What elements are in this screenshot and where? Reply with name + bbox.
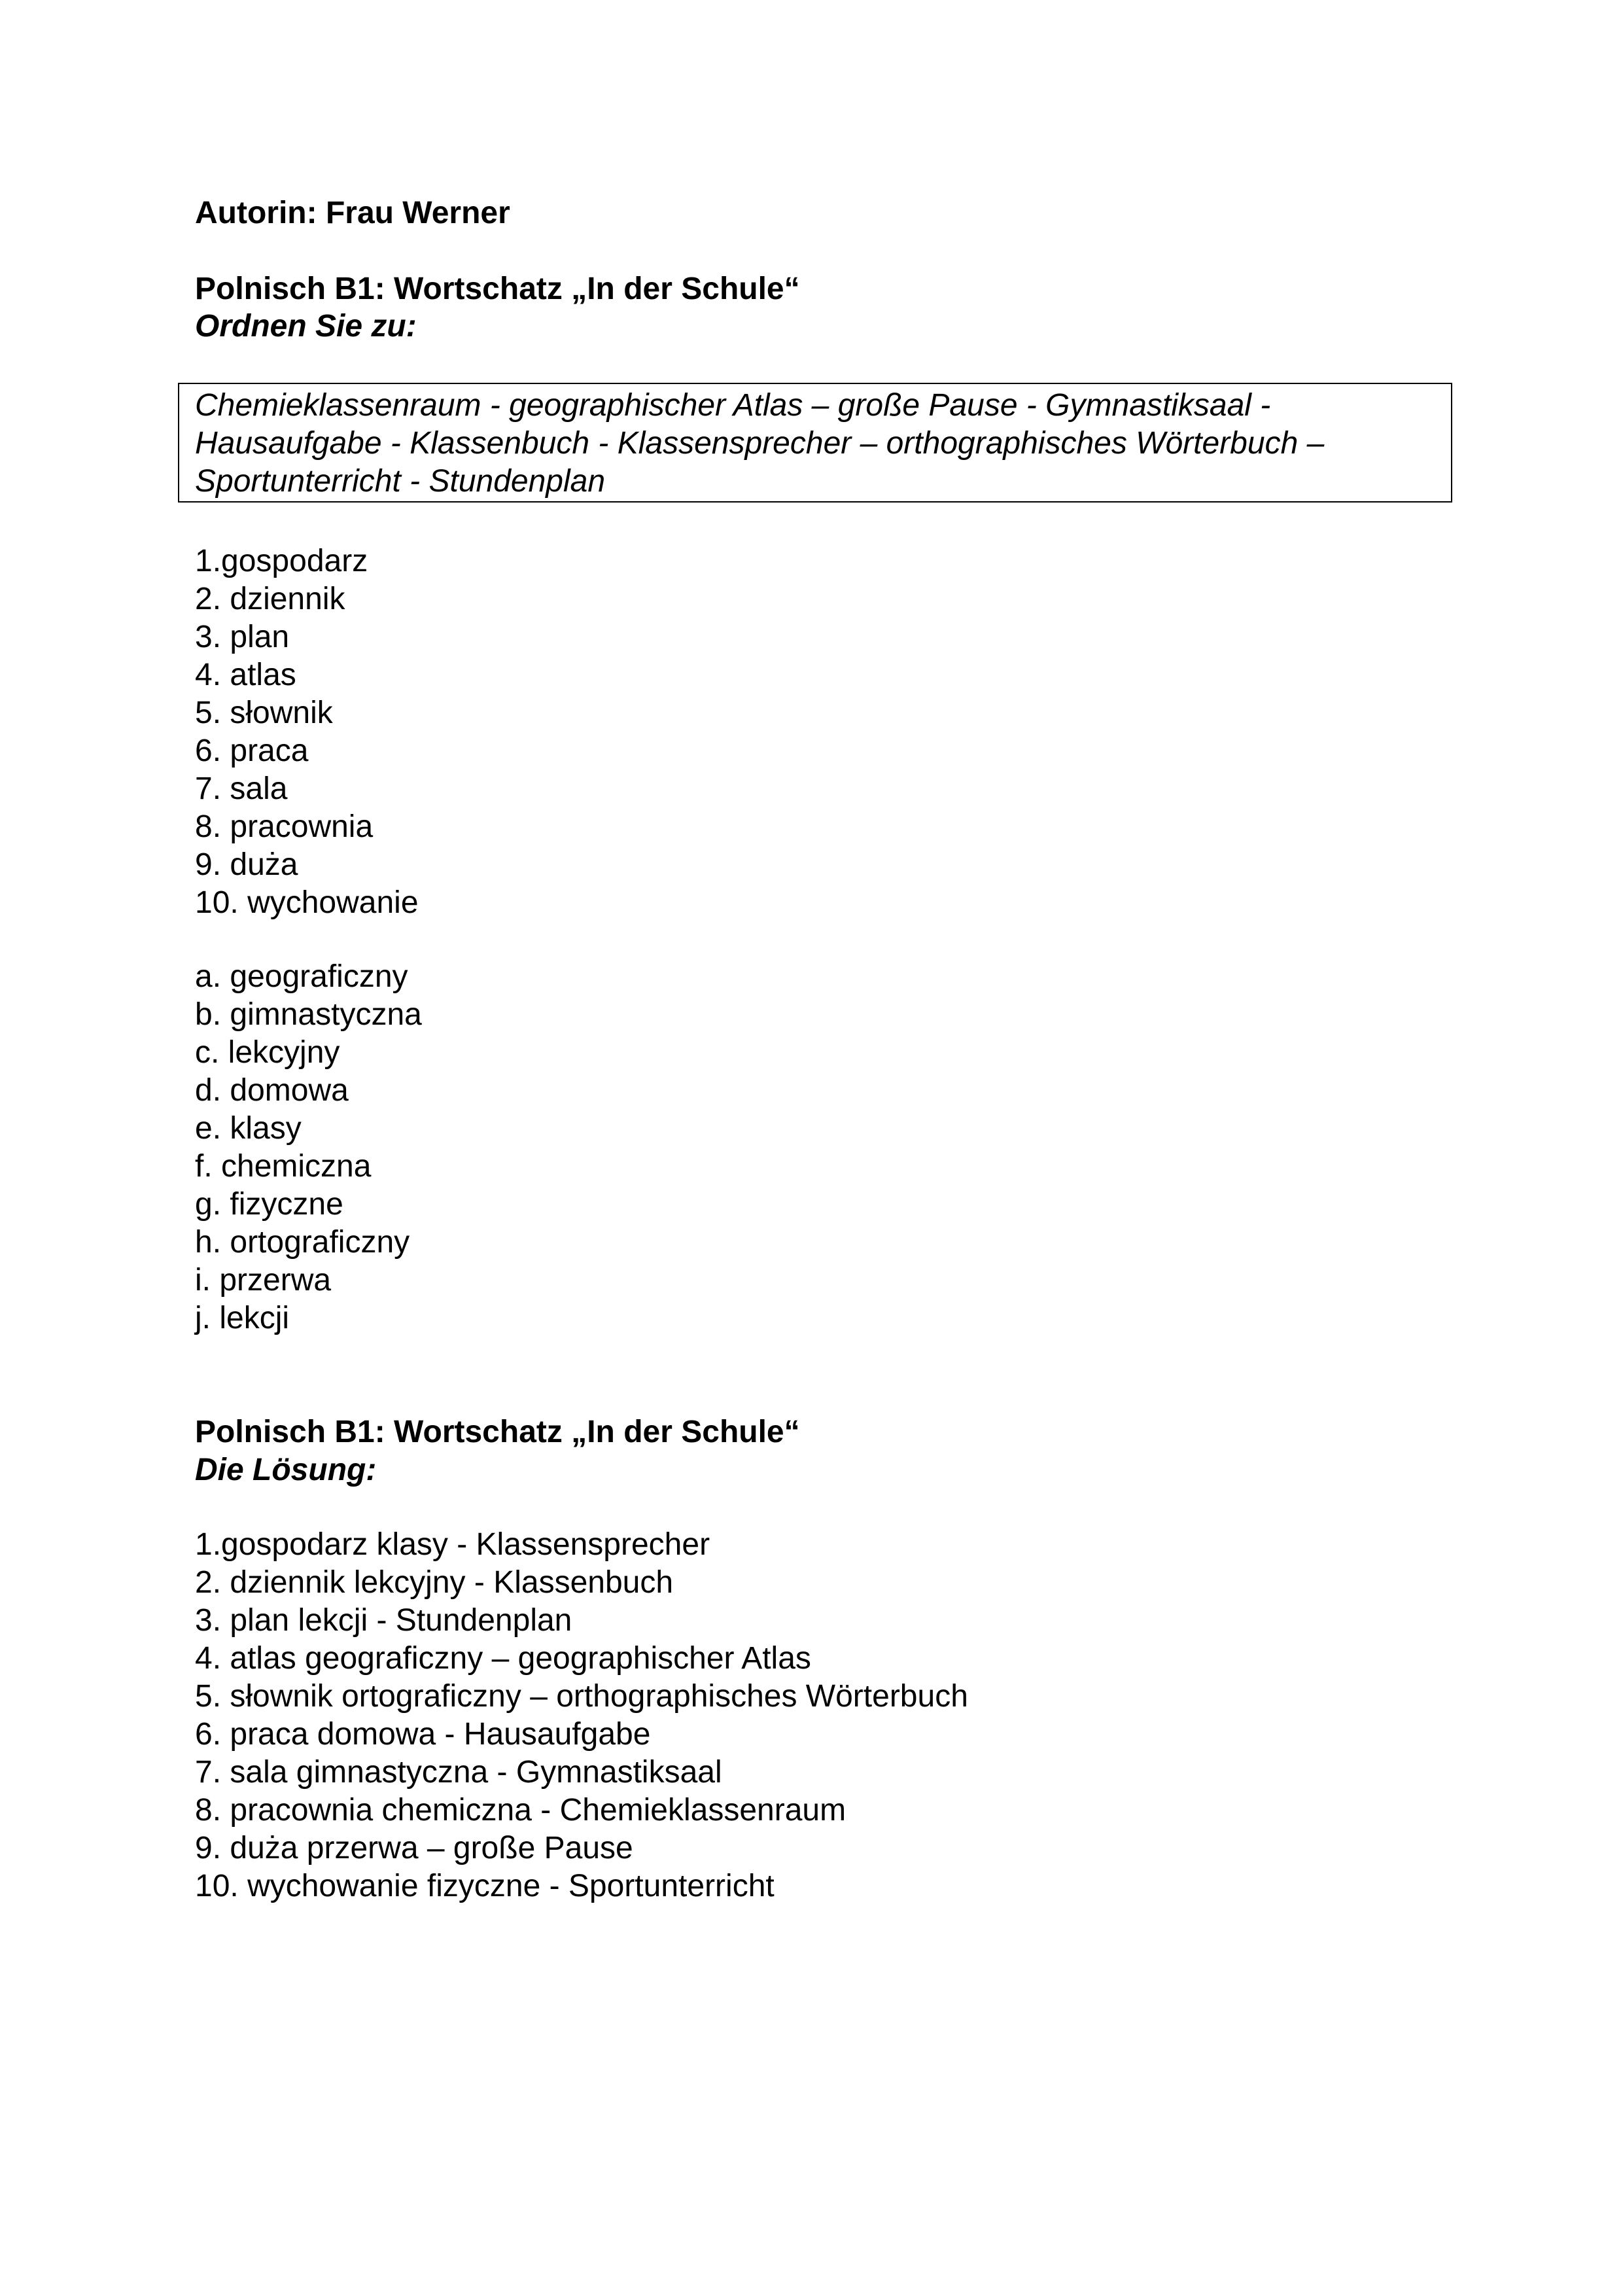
list-item: 8. pracownia bbox=[195, 809, 374, 844]
list-item: 1.gospodarz bbox=[195, 544, 368, 578]
solution-item: 3. plan lekcji - Stundenplan bbox=[195, 1603, 572, 1638]
numbered-word-list bbox=[195, 542, 419, 922]
list-item: c. lekcyjny bbox=[195, 1035, 340, 1070]
exercise-task-instruction: Ordnen Sie zu: bbox=[195, 309, 417, 344]
solution-label: Die Lösung: bbox=[195, 1453, 377, 1487]
exercise-heading: Polnisch B1: Wortschatz „In der Schule“ bbox=[195, 272, 800, 306]
solution-item: 1.gospodarz klasy - Klassensprecher bbox=[195, 1527, 710, 1562]
list-item: 3. plan bbox=[195, 620, 290, 654]
solution-item: 2. dziennik lekcyjny - Klassenbuch bbox=[195, 1565, 674, 1600]
word-bank-line: Sportunterricht - Stundenplan bbox=[195, 464, 606, 499]
solution-heading: Polnisch B1: Wortschatz „In der Schule“ bbox=[195, 1415, 800, 1449]
author-line: Autorin: Frau Werner bbox=[195, 196, 510, 230]
solution-item: 4. atlas geograficzny – geographischer Atlas bbox=[195, 1641, 811, 1676]
list-item: i. przerwa bbox=[195, 1263, 332, 1298]
lettered-word-list bbox=[195, 958, 422, 1337]
list-item: a. geograficzny bbox=[195, 959, 408, 994]
list-item: 2. dziennik bbox=[195, 582, 345, 616]
word-bank-box bbox=[178, 383, 1452, 503]
list-item: b. gimnastyczna bbox=[195, 997, 422, 1032]
solution-item: 5. słownik ortograficzny – orthographisches Wörterbuch bbox=[195, 1679, 968, 1714]
list-item: g. fizyczne bbox=[195, 1187, 343, 1222]
list-item: 5. słownik bbox=[195, 696, 333, 730]
list-item: 4. atlas bbox=[195, 658, 296, 692]
solution-item: 7. sala gimnastyczna - Gymnastiksaal bbox=[195, 1755, 722, 1790]
solution-item: 8. pracownia chemiczna - Chemieklassenraum bbox=[195, 1793, 846, 1828]
list-item: d. domowa bbox=[195, 1073, 349, 1108]
list-item: j. lekcji bbox=[195, 1301, 290, 1335]
solution-list bbox=[195, 1526, 968, 1905]
list-item: e. klasy bbox=[195, 1111, 302, 1146]
list-item: 10. wychowanie bbox=[195, 885, 419, 920]
solution-item: 10. wychowanie fizyczne - Sportunterricht bbox=[195, 1869, 775, 1903]
list-item: h. ortograficzny bbox=[195, 1225, 410, 1260]
list-item: 7. sala bbox=[195, 771, 288, 806]
word-bank-text bbox=[195, 387, 1324, 501]
solution-item: 6. praca domowa - Hausaufgabe bbox=[195, 1717, 651, 1752]
list-item: f. chemiczna bbox=[195, 1149, 372, 1184]
word-bank-line: Hausaufgabe - Klassenbuch - Klassensprecher – orthographisches Wörterbuch – bbox=[195, 426, 1325, 461]
solution-item: 9. duża przerwa – große Pause bbox=[195, 1831, 633, 1865]
list-item: 6. praca bbox=[195, 733, 309, 768]
list-item: 9. duża bbox=[195, 847, 298, 882]
word-bank-line: Chemieklassenraum - geographischer Atlas – große Pause - Gymnastiksaal - bbox=[195, 388, 1271, 423]
